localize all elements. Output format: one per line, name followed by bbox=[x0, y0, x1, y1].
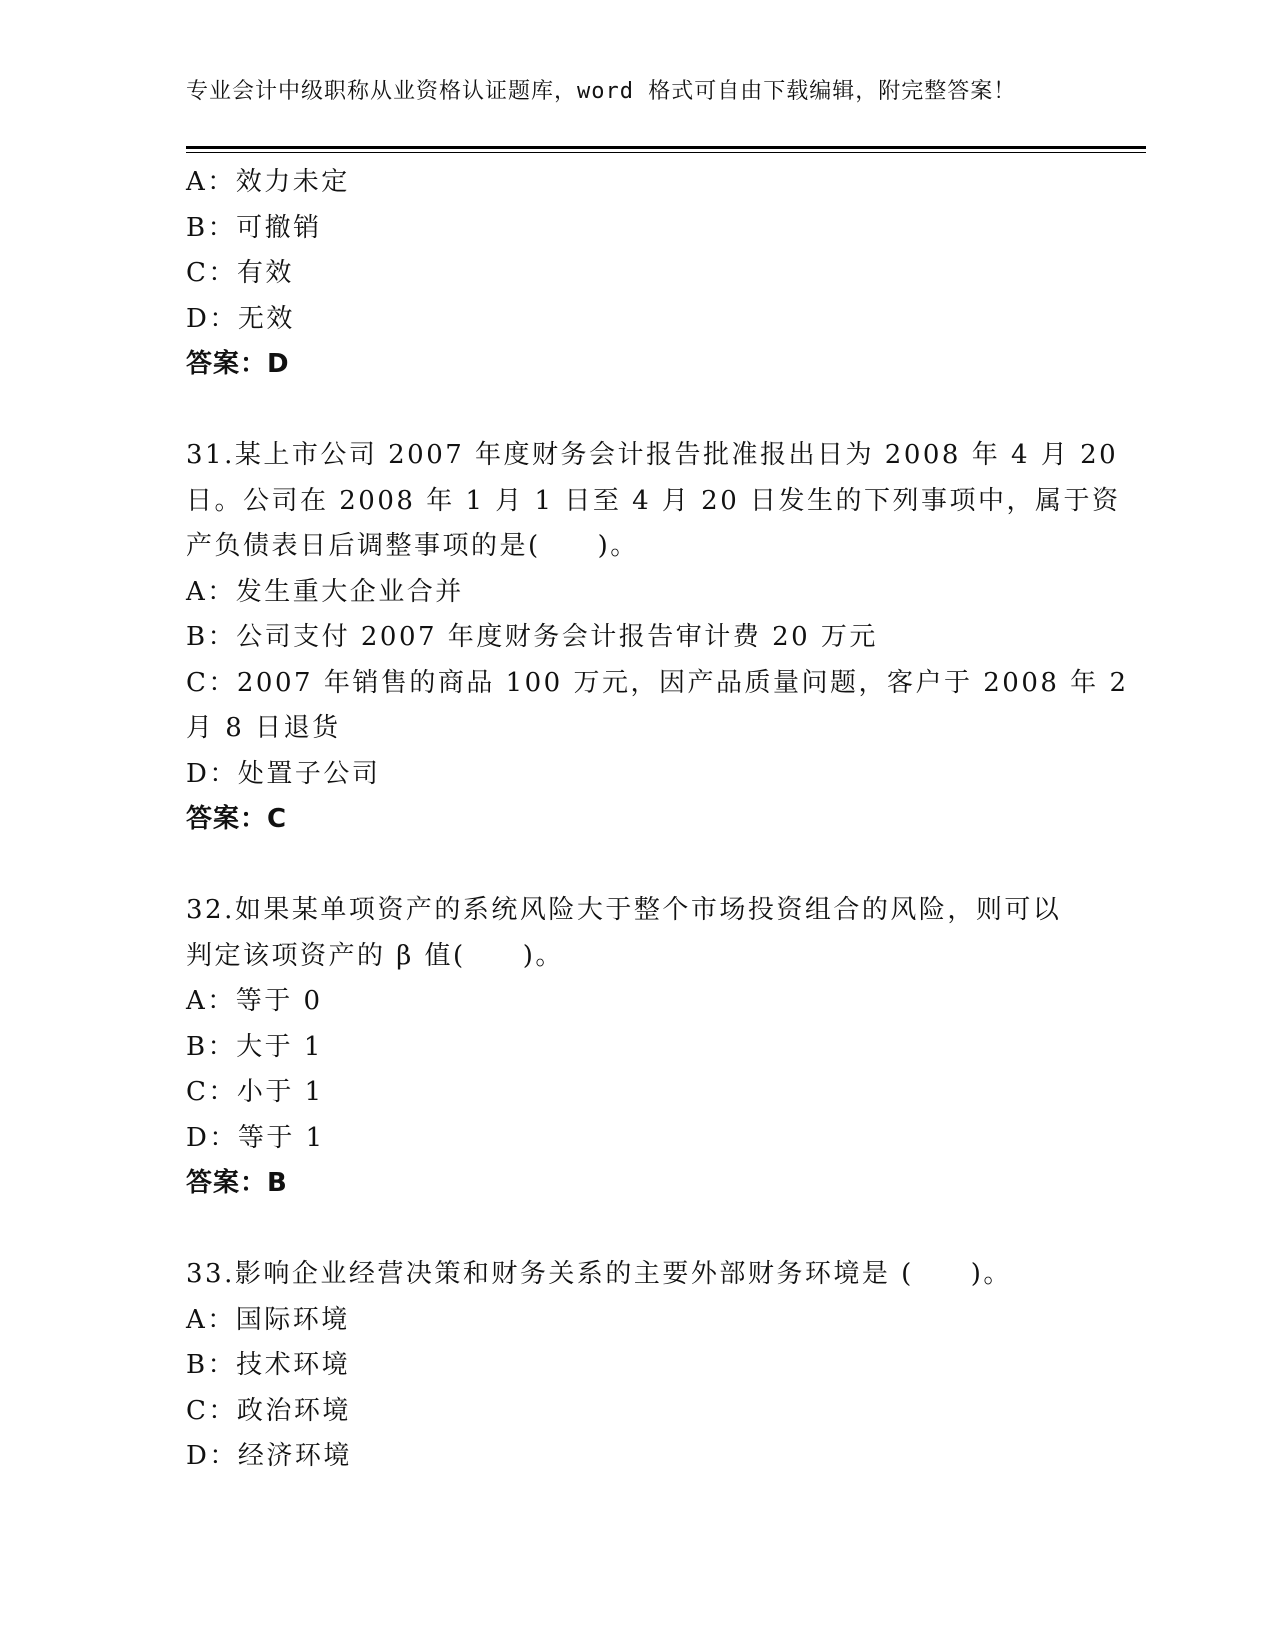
spacer bbox=[186, 388, 1076, 434]
option-a: A：国际环境 bbox=[186, 1304, 350, 1335]
spacer bbox=[186, 843, 1076, 889]
question-32-block bbox=[186, 888, 1076, 1207]
option-b: B：大于 1 bbox=[186, 1031, 323, 1062]
page-header: 专业会计中级职称从业资格认证题库，word 格式可自由下载编辑，附完整答案！ bbox=[186, 79, 1017, 104]
option-c: C：2007 年销售的商品 100 万元，因产品质量问题，客户于 2008 年 2 bbox=[186, 667, 1129, 698]
answer-line: 答案：D bbox=[186, 349, 290, 379]
prev-question-block bbox=[186, 160, 1076, 388]
option-c: C：有效 bbox=[186, 258, 294, 288]
header-rule-thin bbox=[186, 152, 1146, 153]
spacer bbox=[186, 1207, 1076, 1253]
question-stem-line: 31.某上市公司 2007 年度财务会计报告批准报出日为 2008 年 4 月 20 bbox=[186, 440, 1119, 470]
question-stem-line: 产负债表日后调整事项的是( )。 bbox=[186, 531, 639, 561]
option-b: B：可撤销 bbox=[186, 212, 322, 243]
option-d: D：无效 bbox=[186, 303, 295, 334]
option-c: C：小于 1 bbox=[186, 1077, 324, 1107]
option-a: A：发生重大企业合并 bbox=[186, 576, 464, 607]
option-d: D：处置子公司 bbox=[186, 758, 381, 789]
header-rule-thick bbox=[186, 146, 1146, 149]
question-stem-line: 日。公司在 2008 年 1 月 1 日至 4 月 20 日发生的下列事项中，属于资 bbox=[186, 485, 1121, 516]
option-b: B：技术环境 bbox=[186, 1350, 351, 1380]
question-31-block bbox=[186, 433, 1129, 843]
question-stem-line: 33.影响企业经营决策和财务关系的主要外部财务环境是 ( )。 bbox=[186, 1259, 1012, 1289]
option-c-continued: 月 8 日退货 bbox=[186, 713, 341, 743]
question-content bbox=[186, 160, 1129, 1480]
document-page bbox=[186, 0, 1146, 1650]
question-33-block bbox=[186, 1252, 1076, 1480]
option-d: D：等于 1 bbox=[186, 1122, 325, 1153]
option-d: D：经济环境 bbox=[186, 1441, 352, 1471]
option-a: A：等于 0 bbox=[186, 986, 323, 1016]
option-c: C：政治环境 bbox=[186, 1395, 351, 1426]
option-b: B：公司支付 2007 年度财务会计报告审计费 20 万元 bbox=[186, 622, 878, 652]
question-stem-line: 32.如果某单项资产的系统风险大于整个市场投资组合的风险，则可以 bbox=[186, 895, 1062, 925]
answer-line: 答案：B bbox=[186, 1168, 288, 1198]
answer-line: 答案：C bbox=[186, 804, 288, 834]
question-stem-line: 判定该项资产的 β 值( )。 bbox=[186, 940, 564, 971]
option-a: A：效力未定 bbox=[186, 167, 350, 197]
